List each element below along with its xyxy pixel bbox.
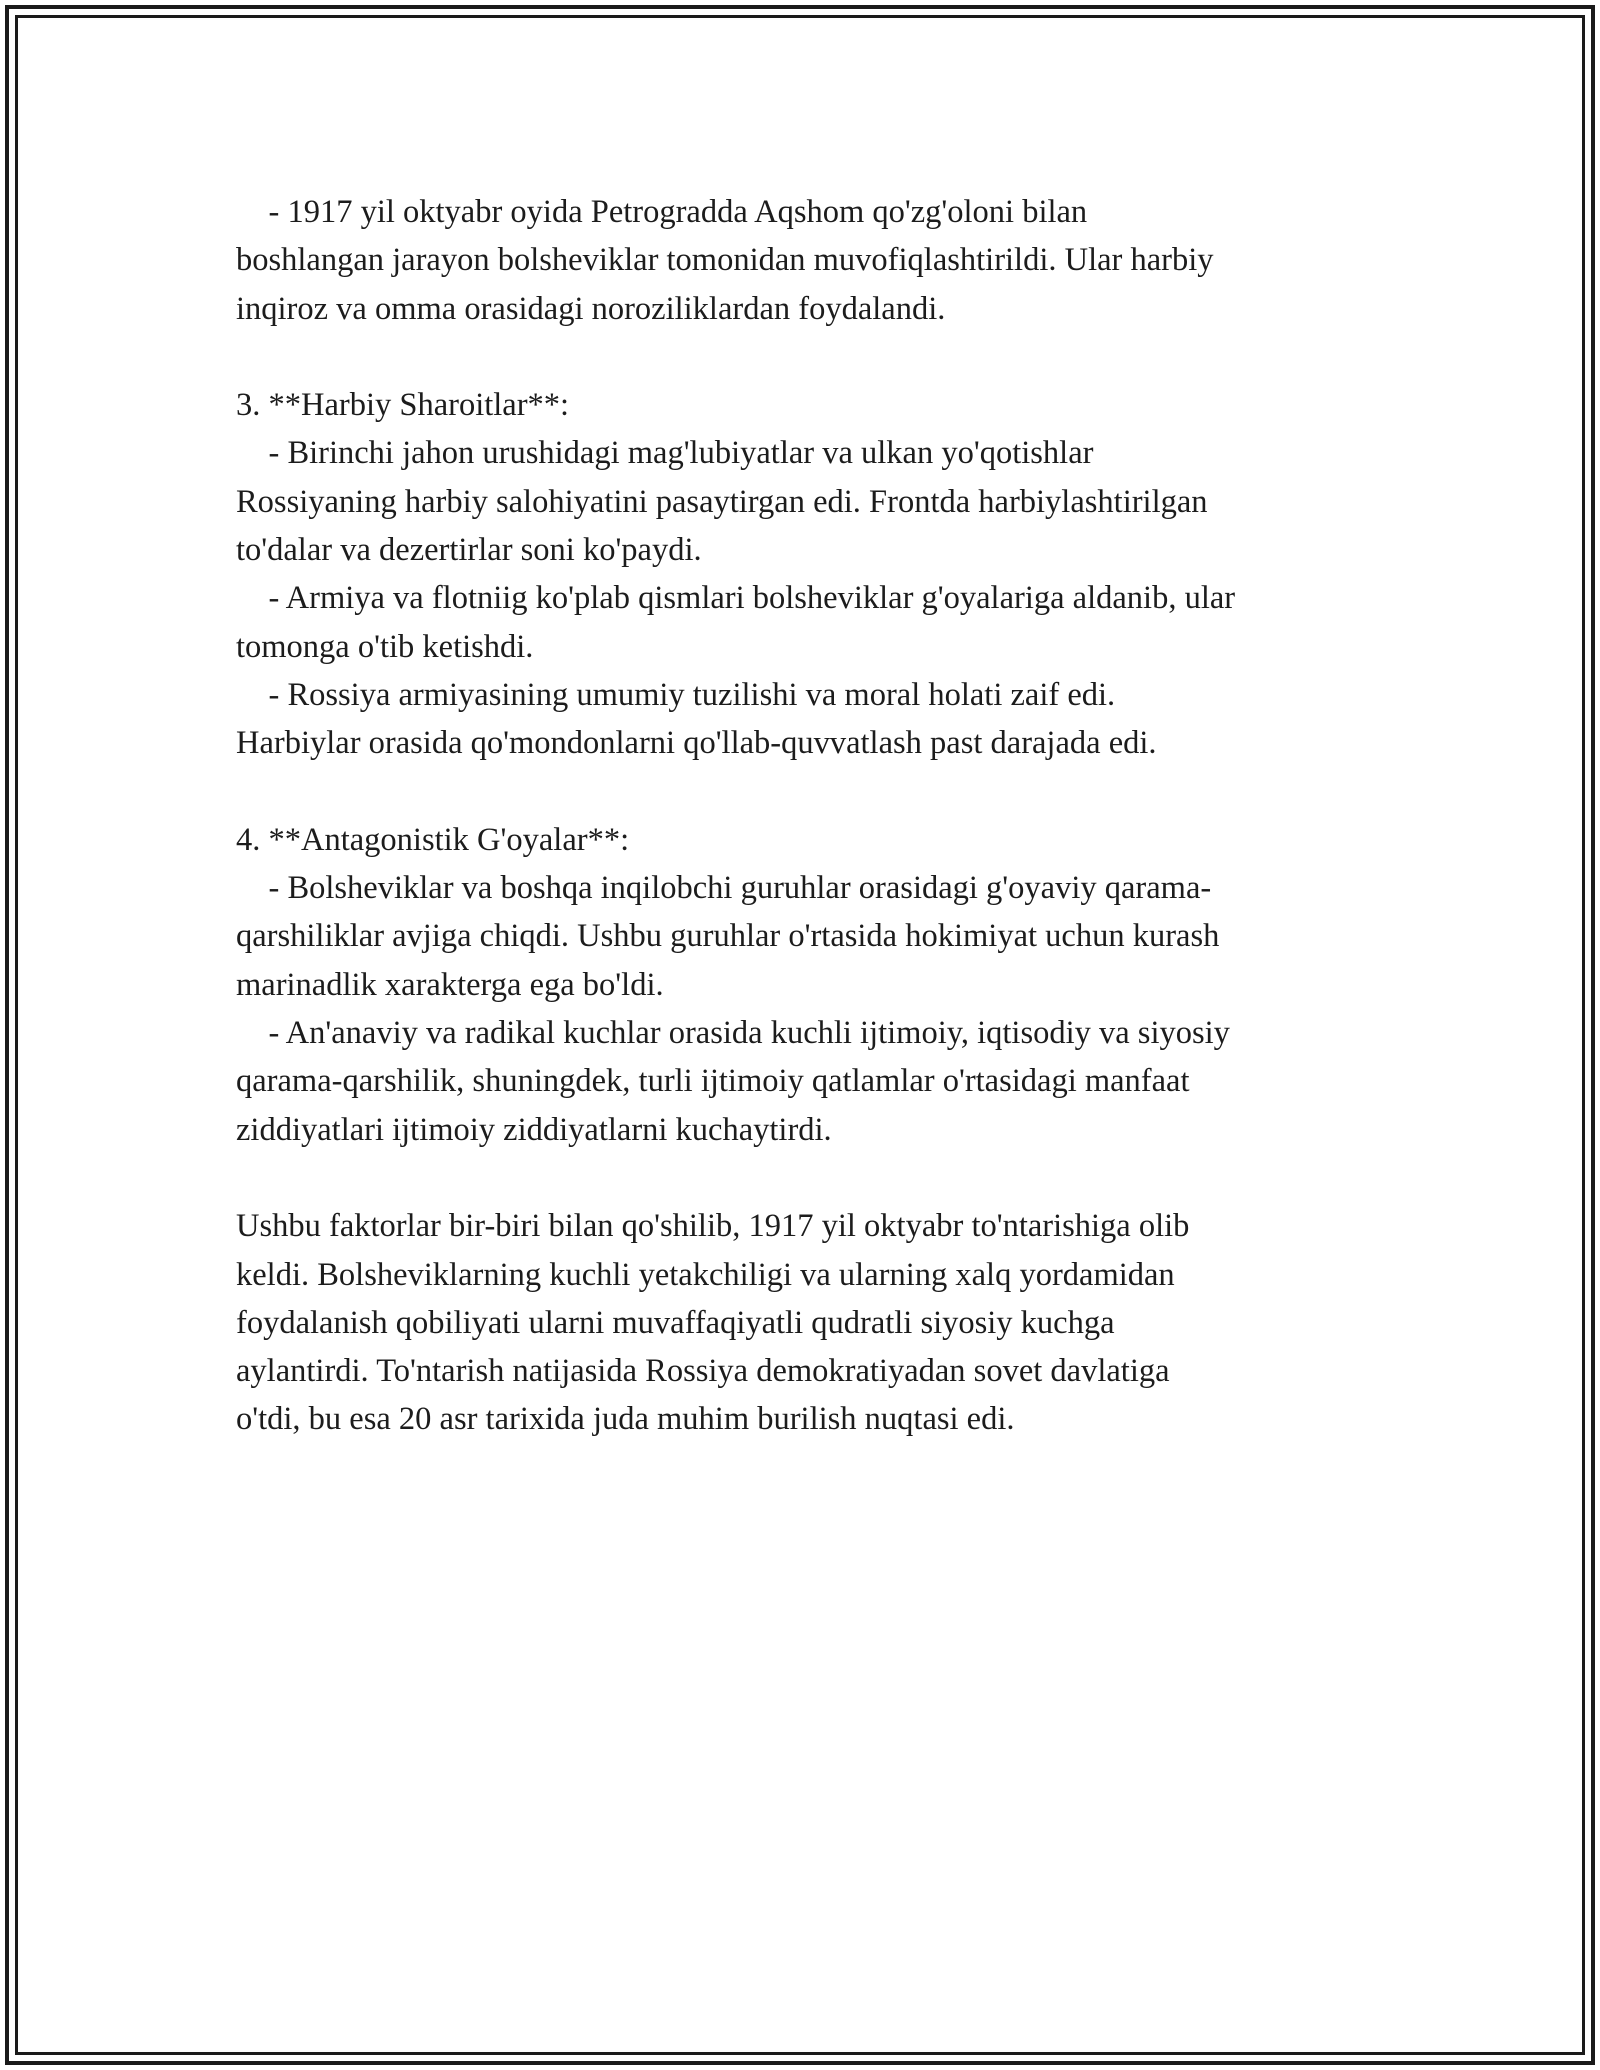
section-heading-antagonistik-goyalar: 4. **Antagonistik G'oyalar**: (236, 821, 630, 858)
conclusion-line: foydalanish qobiliyati ularni muvaffaqiyatli qudratli siyosiy kuchga (236, 1304, 1115, 1341)
conclusion-line: keldi. Bolsheviklarning kuchli yetakchiligi va ularning xalq yordamidan (236, 1256, 1175, 1293)
text-line: qarshiliklar avjiga chiqdi. Ushbu guruhlar o'rtasida hokimiyat uchun kurash (236, 918, 1220, 955)
text-line: tomonga o'tib ketishdi. (236, 628, 534, 665)
text-line: - Armiya va flotniig ko'plab qismlari bolsheviklar g'oyalariga aldanib, ular (236, 580, 1236, 617)
text-line: Rossiyaning harbiy salohiyatini pasaytirgan edi. Frontda harbiylashtirilgan (236, 483, 1208, 520)
document-body (236, 188, 1386, 1444)
text-line: Harbiylar orasida qo'mondonlarni qo'llab-quvvatlash past darajada edi. (236, 725, 1157, 762)
text-line: - Rossiya armiyasining umumiy tuzilishi va moral holati zaif edi. (236, 676, 1116, 713)
text-line: - An'anaviy va radikal kuchlar orasida kuchli ijtimoiy, iqtisodiy va siyosiy (236, 1015, 1230, 1052)
text-line: ziddiyatlari ijtimoiy ziddiyatlarni kuchaytirdi. (236, 1111, 832, 1148)
conclusion-line: aylantirdi. To'ntarish natijasida Rossiya demokratiyadan sovet davlatiga (236, 1353, 1170, 1390)
blank-line (236, 333, 1386, 381)
section-heading-harbiy-sharoitlar: 3. **Harbiy Sharoitlar**: (236, 387, 570, 424)
text-line: to'dalar va dezertirlar soni ko'paydi. (236, 532, 702, 569)
text-line: inqiroz va omma orasidagi noroziliklardan foydalandi. (236, 290, 946, 327)
text-line: boshlangan jarayon bolsheviklar tomonidan muvofiqlashtirildi. Ular harbiy (236, 242, 1214, 279)
text-line: - Birinchi jahon urushidagi mag'lubiyatlar va ulkan yo'qotishlar (236, 435, 1094, 472)
text-line: - 1917 yil oktyabr oyida Petrogradda Aqshom qo'zg'oloni bilan (236, 194, 1088, 230)
blank-line (236, 1154, 1386, 1202)
text-line: - Bolsheviklar va boshqa inqilobchi guruhlar orasidagi g'oyaviy qarama- (236, 870, 1212, 907)
conclusion-line: o'tdi, bu esa 20 asr tarixida juda muhim burilish nuqtasi edi. (236, 1401, 1015, 1438)
conclusion-line: Ushbu faktorlar bir-biri bilan qo'shilib, 1917 yil oktyabr to'ntarishiga olib (236, 1208, 1190, 1245)
text-line: qarama-qarshilik, shuningdek, turli ijtimoiy qatlamlar o'rtasidagi manfaat (236, 1063, 1190, 1100)
text-line: marinadlik xarakterga ega bo'ldi. (236, 966, 664, 1003)
blank-line (236, 768, 1386, 816)
